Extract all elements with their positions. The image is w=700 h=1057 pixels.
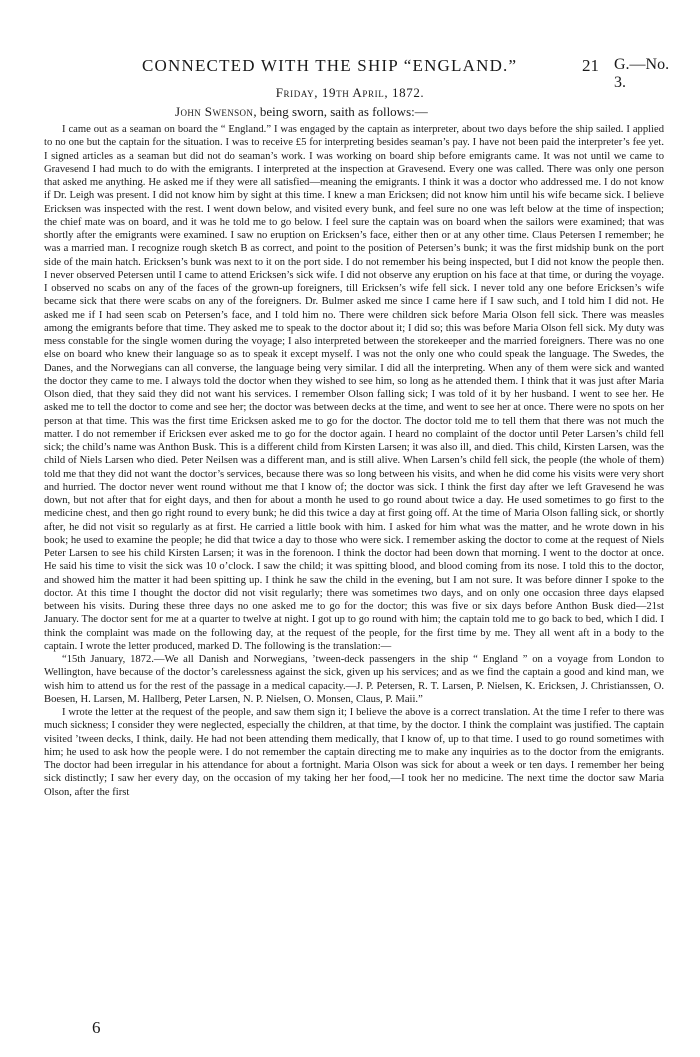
witness-intro: , being sworn, saith as follows:— xyxy=(253,104,428,119)
page-header xyxy=(44,56,682,91)
testimony-paragraph: I came out as a seaman on board the “ England.” I was engaged by the captain as interpreter, about two days before the ship sailed. I applied to no one but the captain for the situation. I was to receive £5 for interpreting besides seaman’s pay. I have not been paid the interpreter’s fee yet. I signed articles as a seaman but did not do seaman’s work. I was working on board ship before emigrants came. It was not until we came to Gravesend I had much to do with the emigrants. I interpreted at the inspection at Gravesend. Every one was called. There was only one person that asked me anything. He asked me if they were all satisfied—meaning the emigrants. I think it was a doctor who addressed me. I do not know if Dr. Leigh was present. I did not know him by sight at this time. I knew a man Ericksen; did not know him until his wife became sick. I believe Ericksen was inspected with the rest. I went down below, and visited every bunk, and feel sure no one was left below at the time of inspection; the chief mate was on board, and it was he told me to go below. I feel sure the captain was on board when the sailors were examined; that was shortly after the emigrants were examined. I saw no eruption on Ericksen’s face, either then or at any other time. Claus Petersen I remember; he was a married man. I recognize rough sketch B as correct, and point to the position of Petersen’s bunk; it was the first midship bunk on the port side of the main hatch. Ericksen’s bunk was next to it on the port side. I do not remember his being inspected, but I did not know the people then. I never observed Petersen until I came to attend Ericksen’s sick wife. I did not observe any eruption on his face at that time, or during the voyage. I observed no scabs on any of the faces of the grown-up foreigners, till Ericksen’s wife fell sick. I never told any one before Ericksen’s wife became sick that there were scabs on any of the foreigners. Dr. Bulmer asked me since I came here if I saw such, and I told him I did not. He asked me if I had seen scab on Petersen’s face, and I told him no. There were children sick before Maria Olson fell sick. There was measles among the emigrants before that time. They asked me to speak to the doctor about it; I did so; this was before Maria Olson fell sick. My duty was mess constable for the single women during the voyage; I also interpreted between the storekeeper and the married foreigners. There was no one else on board who knew their language so as to speak it except myself. I was not the only one who could speak the language. The Swedes, the Danes, and the Norwegians can all converse, the language being very similar. I did all the interpreting. When any of them were sick and wanted the doctor they came to me. I always told the doctor when they wished to see him, so long as he attended them. I think that it was just after Maria Olson died, that they said they did not want his services. I remember Olson falling sick; I was told of it by her husband. I went to see her. He asked me to tell the doctor to come and see her; the doctor was between decks at the time, and went to see her at once. There were no spots on her person at that time. This was the first time Ericksen asked me to go for the doctor. The doctor told me to tell them that there was not much the matter. I do not remember if Ericksen ever asked me to go for the doctor again. I heard no complaint of the doctor until Peter Larsen’s child fell sick; the child’s name was Anthon Busk. This is a different child from Kirsten Larsen; it was also ill, and died. This child, Kirsten Larsen, was the child of Niels Larsen who died. Peter Neilsen was a different man, and is still alive. When Larsen’s child fell sick, the people (the whole of them) told me that they did not want the doctor’s services, because there was so long between his visits, and when he did come his visits were very short and hurried. The doctor never went round without me that I know of; the doctor was sick. I think the first day after we left Gravesend he was down, but not after that for eight days, and then for about a month he used to go round about twice a day. He used sometimes to go first to the medicine chest, and then go right round to every bunk; he did this twice a day at first going off. At the time of Maria Olson falling sick, or shortly after, he did not visit so regularly as at first. He carried a little book with him. I asked for him what was the matter, and he wrote down in his book; he used to examine the people; he did that twice a day to those who were sick. I remember asking the doctor to come at the request of Niels Peter Larsen to see his child Kirsten Larsen; it was in the forenoon. I think the doctor had been down that morning. I went to the doctor at once. He said his time to visit the sick was 10 o’clock. I saw the child; it was spitting blood, and blood coming from its nose. I told this to the doctor, and showed him the matter it had been spitting up. I think he saw the child in the evening, but I am not sure. It was before dinner I spoke to the doctor. At this time I thought the doctor did not visit regularly; there was sometimes two days, and on only one occasion three days elapsed between his visits. During these three days no one asked me to go for the doctor; this was five or six days before Anthon Busk died—21st January. The doctor sent for me at a quarter to twelve at night. I got up to go round with him; the captain told me to go back to bed, which I did. I think the complaint was made on the following day, at the request of the people, for the first time by me. They all went aft in a body to the captain. I wrote the letter produced, marked D. The following is the translation:— xyxy=(44,124,664,652)
testimony-paragraph: I wrote the letter at the request of the people, and saw them sign it; I believe the above is a correct translation. At the time I refer to there was much sickness; I consider they were neglected, especially the children, at that time, by the doctor. I think the complaint was justified. The captain visited ’tween decks, I think, daily. He had not been attending them medically, that I know of, up to that time. I used to go round sometimes with him; he used to ask how the people were. I do not remember the captain directing me to make any inquiries as to the doctor from the emigrants. The doctor had been irregular in his attendance for about a fortnight. Maria Olson was sick for about a week or ten days. I remember her being sick distinctly; I saw her every day, on the occasion of my taking her her food,—I took her no medicine. The next time the doctor saw Maria Olson, after the first xyxy=(44,707,664,798)
page-number: 21 xyxy=(582,56,599,75)
testimony-body xyxy=(44,123,664,799)
running-title: CONNECTED WITH THE SHIP “ENGLAND.” xyxy=(142,56,518,75)
witness-heading xyxy=(175,104,428,120)
letter-translation-paragraph: “15th January, 1872.—We all Danish and Norwegians, ’tween-deck passengers in the ship “ England ” on a voyage from London to Wellington, have because of the doctor’s carelessness against the sick, given up his services; and as we find the captain a good and kind man, we wish him to attend us for the rest of the passage in a medical capacity.—J. P. Petersen, R. T. Larsen, P. Nielsen, K. Ericksen, J. Christianssen, O. Boesen, H. Larsen, M. Hallberg, Peter Larsen, N. P. Nielsen, O. Monsen, Claus, P. Maii.” xyxy=(44,654,664,705)
document-reference: G.—No. 3. xyxy=(614,56,670,91)
session-date: Friday, 19th April, 1872. xyxy=(275,85,425,100)
witness-name: John Swenson xyxy=(175,104,254,119)
signature-mark: 6 xyxy=(92,1018,101,1037)
